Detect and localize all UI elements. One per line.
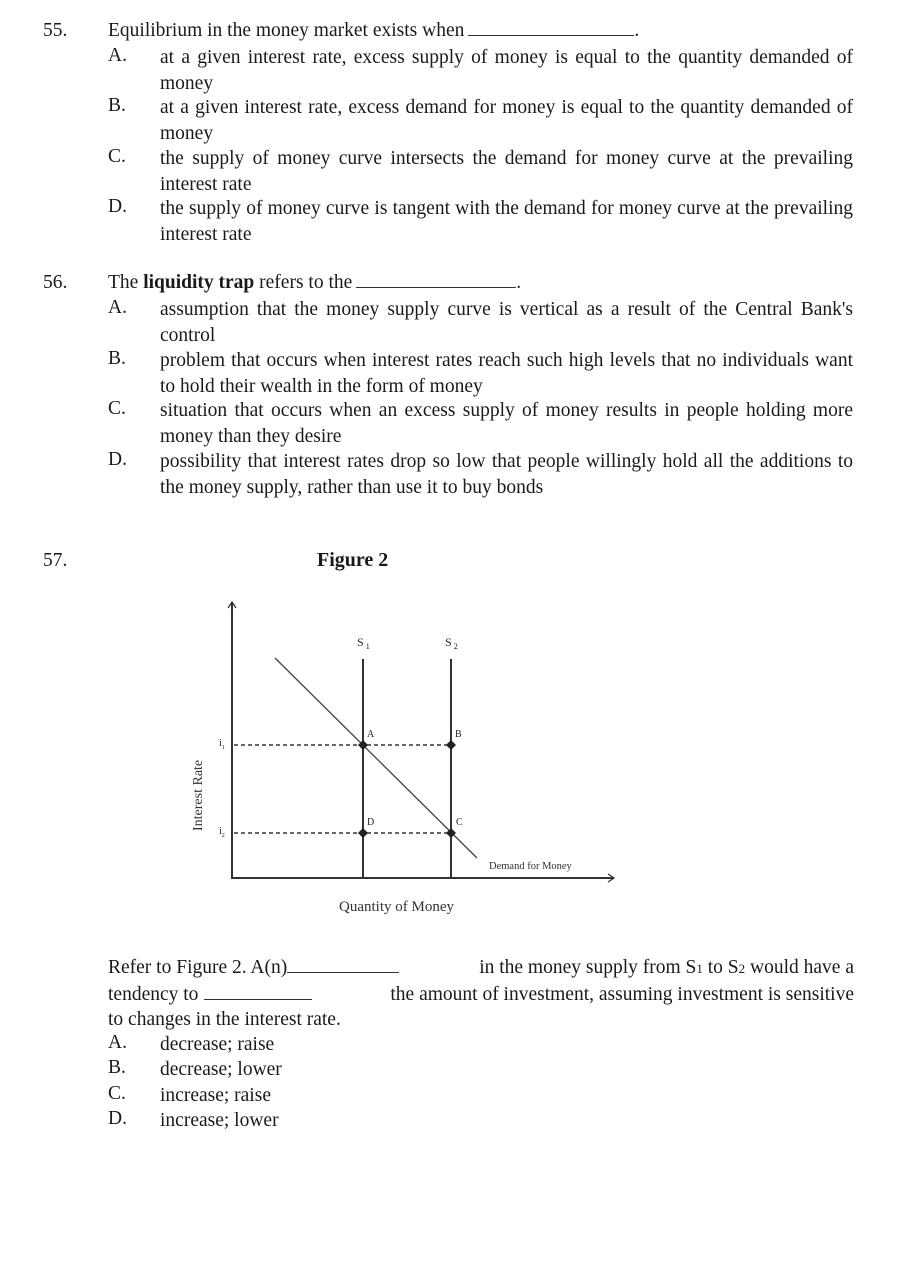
option-text: increase; lower bbox=[160, 1110, 279, 1131]
option-letter: C. bbox=[108, 1083, 126, 1104]
option-letter: A. bbox=[108, 1032, 127, 1053]
y-axis-label: Interest Rate bbox=[191, 759, 206, 831]
s1-label: S $_1$ bbox=[357, 635, 370, 651]
option-text: decrease; raise bbox=[160, 1034, 275, 1055]
option-letter: D. bbox=[108, 196, 127, 217]
option-letter: B. bbox=[108, 1057, 126, 1078]
i2-label: $i_2$ bbox=[219, 826, 225, 839]
option-text: decrease; lower bbox=[160, 1059, 282, 1080]
question-prompt: The liquidity trap refers to the . bbox=[108, 272, 522, 293]
option-letter: C. bbox=[108, 398, 126, 419]
s2-label: S $_2$ bbox=[445, 635, 458, 651]
label-d: D bbox=[367, 817, 375, 828]
question-number: 56. bbox=[43, 272, 68, 293]
option-text: at a given interest rate, excess demand for money is equal to the quantity demanded of money bbox=[160, 97, 853, 144]
i1-label: $i_1$ bbox=[219, 738, 225, 751]
option-letter: B. bbox=[108, 95, 126, 116]
option-text: problem that occurs when interest rates reach such high levels that no individuals want to hold their wealth in the form of money bbox=[160, 350, 853, 397]
option-text: increase; raise bbox=[160, 1085, 271, 1106]
option-letter: C. bbox=[108, 146, 126, 167]
option-text: assumption that the money supply curve is vertical as a result of the Central Bank's control bbox=[160, 299, 853, 346]
question-stem: Refer to Figure 2. A(n) in the money supply from S1 to S2 would have a tendency to the amount of investment, assuming investment is sensitive to changes in the interest rate. bbox=[108, 957, 854, 1030]
option-letter: B. bbox=[108, 348, 126, 369]
demand-curve bbox=[275, 658, 477, 858]
demand-curve-label: Demand for Money bbox=[489, 861, 572, 872]
option-text: possibility that interest rates drop so low that people willingly hold all the additions to the money supply, rather than use it to buy bonds bbox=[160, 451, 853, 498]
question-prompt: Equilibrium in the money market exists when . bbox=[108, 20, 640, 41]
label-b: B bbox=[455, 729, 462, 740]
label-a: A bbox=[367, 729, 375, 740]
label-c: C bbox=[456, 817, 463, 828]
x-axis-label: Quantity of Money bbox=[339, 899, 454, 915]
point-d bbox=[358, 828, 368, 838]
key-term: liquidity trap bbox=[143, 272, 255, 293]
option-text: the supply of money curve is tangent with the demand for money curve at the prevailing interest rate bbox=[160, 198, 853, 245]
option-text: situation that occurs when an excess supply of money results in people holding more money than they desire bbox=[160, 400, 853, 447]
answer-blank-1 bbox=[287, 971, 399, 973]
point-b bbox=[446, 740, 456, 750]
option-text: the supply of money curve intersects the demand for money curve at the prevailing interest rate bbox=[160, 148, 853, 195]
option-letter: A. bbox=[108, 45, 127, 66]
option-letter: A. bbox=[108, 297, 127, 318]
option-letter: D. bbox=[108, 449, 127, 470]
figure-title: Figure 2 bbox=[317, 549, 389, 571]
option-letter: D. bbox=[108, 1108, 127, 1129]
question-number: 55. bbox=[43, 20, 68, 41]
option-text: at a given interest rate, excess supply of money is equal to the quantity demanded of money bbox=[160, 47, 853, 94]
answer-blank-2 bbox=[204, 998, 312, 1000]
question-number: 57. bbox=[43, 550, 68, 571]
